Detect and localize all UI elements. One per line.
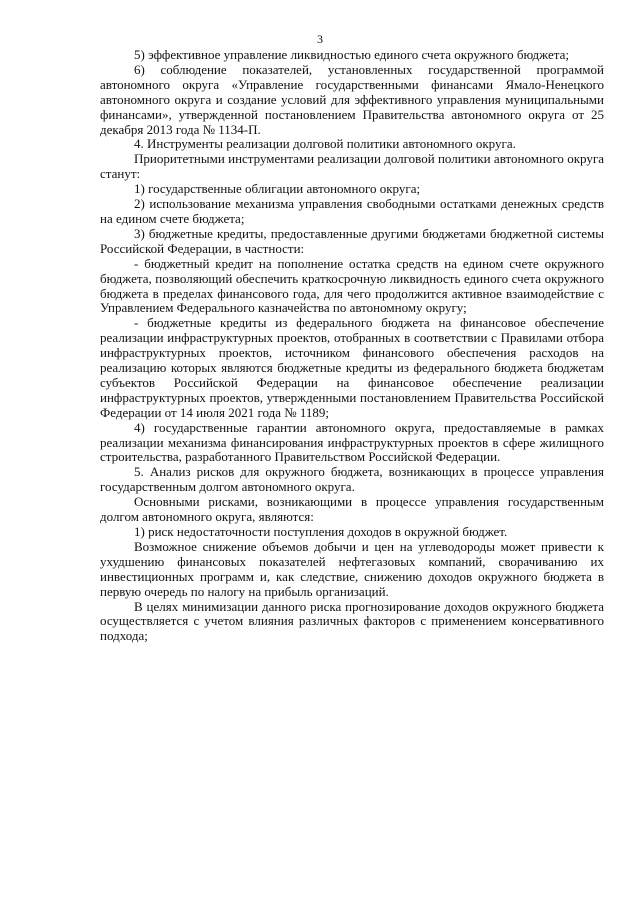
- paragraph-instrument-3: 3) бюджетные кредиты, предоставленные другими бюджетами бюджетной системы Российской Федерации, в частности:: [100, 225, 604, 256]
- paragraph-bullet-federal-credits: - бюджетные кредиты из федерального бюджета на финансовое обеспечение реализации инфраструктурных проектов, отобранных в соответствии с Правилами отбора инфраструктурных проектов, источником финансового обеспечения расходов на реализацию которых являются бюджетные кредиты из федерального бюджета бюджетам субъектов Российской Федерации на финансовое обеспечение реализации инфраструктурных проектов, утвержденными постановлением Правительства Российской Федерации от 14 июля 2021 года № 1189;: [100, 315, 604, 420]
- paragraph-instruments-intro: Приоритетными инструментами реализации долговой политики автономного округа станут:: [100, 151, 604, 182]
- section-heading-5: 5. Анализ рисков для окружного бюджета, возникающих в процессе управления государственным долгом автономного округа.: [100, 464, 604, 495]
- paragraph-item-5: 5) эффективное управление ликвидностью единого счета окружного бюджета;: [134, 47, 569, 62]
- paragraph-bullet-budget-credit: - бюджетный кредит на пополнение остатка средств на едином счете окружного бюджета, позволяющий обеспечить краткосрочную ликвидность единого счета окружного бюджета в пределах финансового года, для чего продолжится активное взаимодействие с Управлением Федерального казначейства по автономному округу;: [100, 255, 604, 316]
- paragraph-instrument-4: 4) государственные гарантии автономного округа, предоставляемые в рамках реализации механизма финансирования инфраструктурных проектов в сфере жилищного строительства, разработанного Правительством Российской Федерации.: [100, 419, 604, 465]
- section-heading-4: 4. Инструменты реализации долговой политики автономного округа.: [134, 136, 516, 152]
- document-body: [100, 48, 604, 644]
- paragraph-risk-1-description: Возможное снижение объемов добычи и цен на углеводороды может привести к ухудшению финансовых показателей нефтегазовых компаний, сворачиванию их инвестиционных программ и, как следствие, снижению доходов окружного бюджета в первую очередь по налогу на прибыль организаций.: [100, 538, 604, 599]
- paragraph-instrument-1: 1) государственные облигации автономного округа;: [134, 181, 421, 197]
- paragraph-item-6: 6) соблюдение показателей, установленных государственной программой автономного округа «Управление государственными финансами Ямало-Ненецкого автономного округа и создание условий для эффективного управления муниципальными финансами», утвержденной постановлением Правительства автономного округа от 25 декабря 2013 года № 1134-П.: [100, 61, 604, 137]
- page-number: 3: [317, 32, 323, 46]
- paragraph-instrument-2: 2) использование механизма управления свободными остатками денежных средств на едином счете бюджета;: [100, 196, 604, 226]
- paragraph-risk-1: 1) риск недостаточности поступления доходов в окружной бюджет.: [134, 524, 508, 539]
- paragraph-risks-intro: Основными рисками, возникающими в процессе управления государственным долгом автономного округа, являются:: [100, 494, 604, 525]
- paragraph-risk-1-mitigation: В целях минимизации данного риска прогнозирование доходов окружного бюджета осуществляется с учетом влияния различных факторов с применением консервативного подхода;: [100, 598, 604, 644]
